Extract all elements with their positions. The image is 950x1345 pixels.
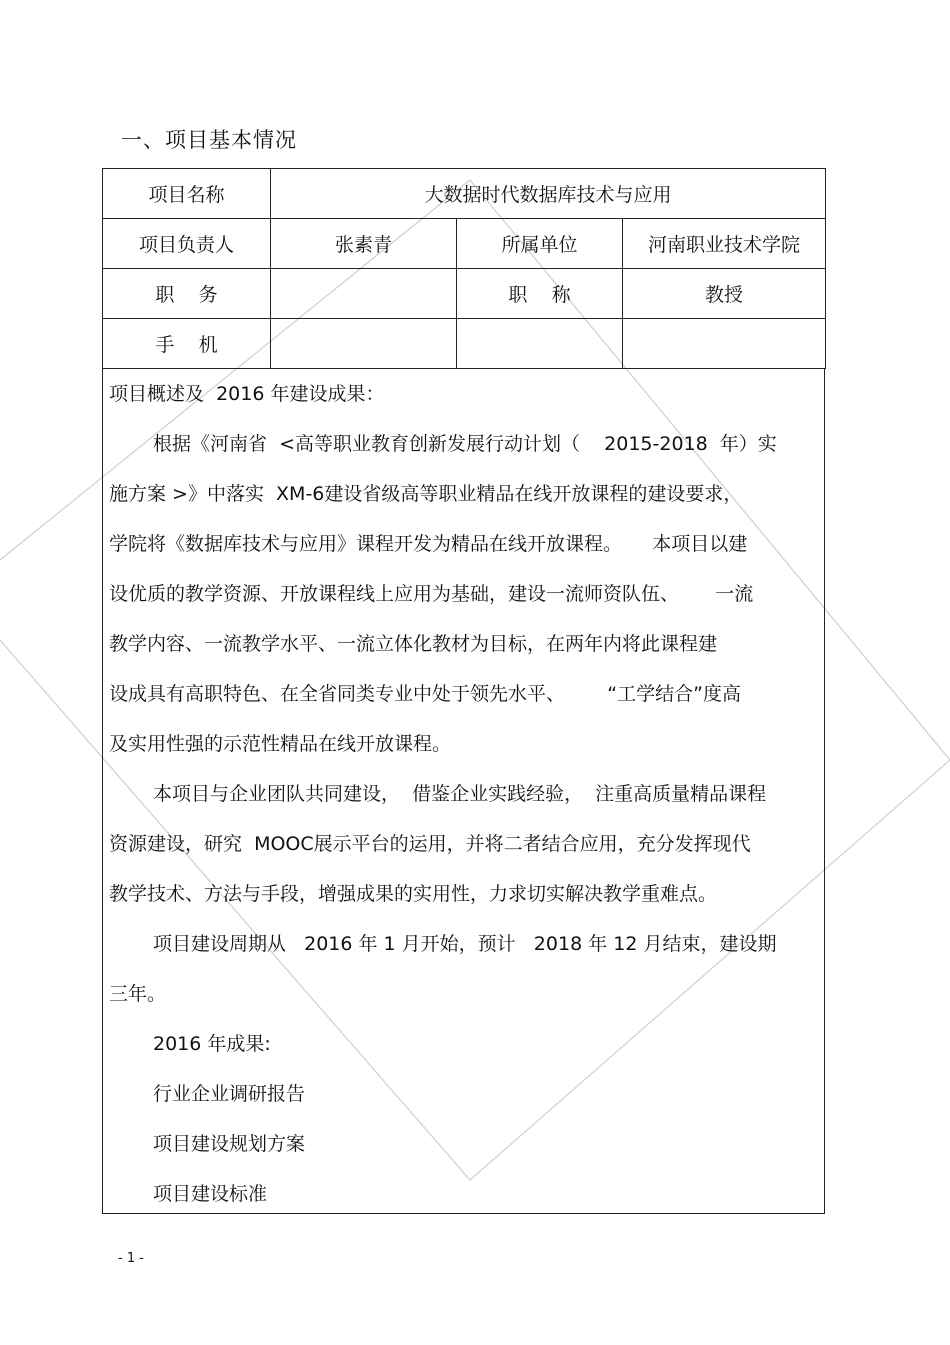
paragraph-line: 根据《河南省 <高等职业教育创新发展行动计划（ 2015-2018 年）实 <box>153 433 777 455</box>
unit-value: 河南职业技术学院 <box>623 219 826 269</box>
paragraph-line: 资源建设，研究 MOOC展示平台的运用，并将二者结合应用，充分发挥现代 <box>109 833 751 855</box>
title-label: 职 称 <box>457 269 623 319</box>
unit-label: 所属单位 <box>457 219 623 269</box>
leader-value: 张素青 <box>271 219 457 269</box>
paragraph-line: 教学技术、方法与手段，增强成果的实用性，力求切实解决教学重难点。 <box>109 883 718 905</box>
section-title: 一、项目基本情况 <box>121 128 297 152</box>
phone-extra-cell <box>457 319 623 369</box>
results-heading: 2016 年成果: <box>153 1033 271 1055</box>
project-info-table <box>102 168 826 369</box>
paragraph-line: 及实用性强的示范性精品在线开放课程。 <box>109 733 452 755</box>
paragraph-line: 三年。 <box>109 983 167 1005</box>
paragraph-line: 教学内容、一流教学水平、一流立体化教材为目标，在两年内将此课程建 <box>109 633 718 655</box>
result-item: 项目建设标准 <box>153 1183 268 1205</box>
phone-label: 手 机 <box>103 319 271 369</box>
project-name-value: 大数据时代数据库技术与应用 <box>271 169 826 219</box>
leader-label: 项目负责人 <box>103 219 271 269</box>
table-row <box>103 169 826 219</box>
table-row <box>103 319 826 369</box>
paragraph-line: 项目建设周期从 2016 年 1 月开始，预计 2018 年 12 月结束，建设期 <box>153 933 777 955</box>
result-item: 项目建设规划方案 <box>153 1133 306 1155</box>
table-row <box>103 269 826 319</box>
page-number: - 1 - <box>118 1251 144 1266</box>
position-value <box>271 269 457 319</box>
paragraph-line: 施方案 >》中落实 XM-6建设省级高等职业精品在线开放课程的建设要求， <box>109 483 743 505</box>
empty-cell <box>623 319 826 369</box>
overview-heading: 项目概述及 2016 年建设成果： <box>109 383 385 405</box>
position-label: 职 务 <box>103 269 271 319</box>
paragraph-line: 设优质的教学资源、开放课程线上应用为基础，建设一流师资队伍、 一流 <box>109 583 754 605</box>
table-row <box>103 219 826 269</box>
paragraph-line: 本项目与企业团队共同建设， 借鉴企业实践经验， 注重高质量精品课程 <box>153 783 767 805</box>
title-value: 教授 <box>623 269 826 319</box>
paragraph-line: 学院将《数据库技术与应用》课程开发为精品在线开放课程。 本项目以建 <box>109 533 748 555</box>
project-name-label: 项目名称 <box>103 169 271 219</box>
paragraph-line: 设成具有高职特色、在全省同类专业中处于领先水平、 “工学结合”度高 <box>109 683 741 705</box>
result-item: 行业企业调研报告 <box>153 1083 306 1105</box>
phone-value <box>271 319 457 369</box>
